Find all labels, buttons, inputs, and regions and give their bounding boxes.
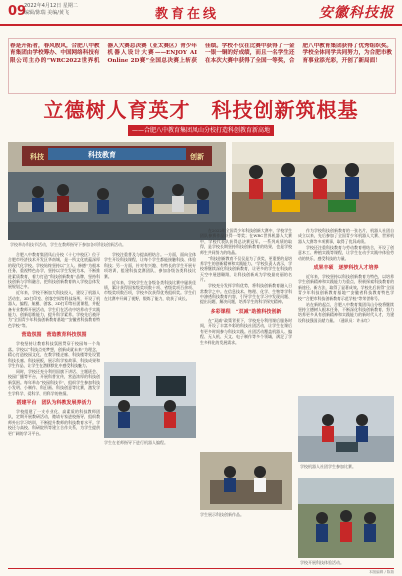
section-title: 教育在线 [155,7,220,22]
paragraph: “科技创新教育不仅仅是为了获奖，更重要的是培养学生的创新精神和实践能力。”学校负责人表示，学校将继续深化科技创新教育，让更多的学生在科技的天空中展翅翱翔，让科技创新成为学校最亮丽的名片。 [200,255,292,283]
photo4-caption: 学生展示科技创新作品。 [200,512,244,517]
photo-robot-competition [298,396,394,462]
paragraph: 在2022年全国青少年科技创新大赛中，学校学生团队参赛作品获得一等奖；在WRC世界机器人大赛中，学校代表队获得总决赛冠军。一系列成绩的取得，是学校长期坚持科技创新教育的结果，也是学校师生共同努力的结晶。 [200,228,292,255]
banner-center-text: 科技教育 [88,151,116,159]
footer-rule [8,568,394,569]
section-heading: 搭建平台 团队为科教发展养活力 [16,399,92,406]
headline: 立德树人育英才 科技创新筑根基 [43,98,359,122]
footer-editor: 本版编辑 / 陈瑞 [368,570,394,574]
section-heading: 营造氛围 营造教育科技氛围 [21,332,87,339]
paragraph: 在“双减”政策背景下，学校充分利用课后服务时间，开设了丰富多彩的科技社团活动，让学生在课后有更多时间参与科技实践。社团活动覆盖机器人、编程、无人机、天文、电子制作等多个领域，满足了学生多样化的发展需求。 [200,317,292,345]
publication-date: 2022年4月12日 星期二 [24,3,78,9]
photo3-caption: 学生在老师指导下进行机器人编程。 [104,440,168,445]
paragraph: 学校还注重科技教育与劳动教育相结合，开设了创意木工、种植实践等课程，让学生在动手实践中体验劳动的快乐，感受科技的力量。 [298,244,394,261]
paragraph: 近年来，学校学生在各级各类科技比赛中屡获佳绩，累计获得国家级奖项数十项、省级奖项百余项、市级奖项数百项，学校多次获得优秀组织奖。学生们在比赛中开阔了视野，锻炼了能力，收获了成长。 [104,279,196,301]
photo-students-computers [104,362,196,438]
intro-text: 春是开拓者，春风殷风，合肥八中教育集团由学校筹办、中国网络科技有限公司主办的“WRC2022世界机器人大赛总决赛（亚太赛区）青少年机器人设计大赛——ENJOY AI Online 2D赛”全国总决赛上斩获佳绩。学校不仅在比赛中获得了一金一银一铜的好成绩，而且一名学生还在本次大赛中获得了全国一等奖，合肥八中教育集团获得了优秀组织奖。学校全体同学共同努力，为合肥市教育事业添光彩，开创了新局面！ [10,43,392,64]
article-column-4 [298,228,394,392]
subheadline: ——合肥八中教育集团凤山分校打造科创教育新高地 [128,125,274,136]
photo5-caption: 学校开展科技体验活动。 [300,560,344,565]
paragraph: 学校组建了一支专业化、高素质的科技教师团队，定期开展教研活动，邀请专家进校指导，组织教师外出学习培训，不断提升教师的科技教育水平。学校还与高校、科研院所等建立合作关系，为学生提供更广阔的学习平台。 [8,408,100,436]
paragraph: 近年来，学校不断加大科技投入，建设了机器人活动室、3D打印室、创客空间等科技场所，开设了机器人、编程、航模、创客、3D打印等社团课程，并配备专业教师开展活动，学生们在活动中培养动手实践能力、创新思维能力，提升科学素养。学校先后被评为“全国青少年科技创新教育基地”“安徽省科技教育特色学校”等。 [8,290,100,328]
students-computers-image [104,362,196,438]
date-line [24,3,78,17]
classroom-image [8,142,226,240]
science-project-image [200,452,292,510]
paragraph: 学校坚持让教育科技氛围贯穿于校园每一个角落。学校以“科技点亮梦想，创新成就未来”为理念，精心打造校园文化，在教学楼走廊、科技楼等处设置科技长廊、科技展板，展示科学家故事、科技成果和学生作品，让学生在潜移默化中感受科技魅力。 [8,341,100,368]
section-heading: 成果丰硕 逐梦科技人才培养 [313,265,379,272]
photo1-caption: 学校举办科技节活动，学生在教师指导下参加各项科技创新活动。 [10,242,126,247]
photo2-caption: 学校机器人社团学生参加比赛。 [300,464,356,469]
masthead [0,0,402,26]
paragraph: 同时，学校还充分利用国旗下讲话、主题班会、校园广播等平台，开展科普宣传，营造浓厚的科技创新氛围。每年举办“校园科技节”，组织学生参加科技小发明、小制作、科幻画、科技创意等比赛，激发学生学科学、爱科学、用科学的热情。 [8,368,100,396]
paragraph: 近年来，学校坚持以科技创新教育为特色，以培养学生创新精神和实践能力为重点，积极探索科技教育的新途径、新方法，取得了显著成效。学校先后获得“全国青少年科技创新教育基地”“安徽省科技教育特色学校”“合肥市科技创新教育示范学校”等荣誉称号。 [298,274,394,301]
banner-right-text: 创新 [190,153,204,161]
section-heading: 多彩课程 “双减”助推科技创新 [210,308,282,315]
paragraph: 学校充分发挥学科优势，将科技创新教育融入日常教学之中。在信息技术、物理、化学、生物等学科中渗透科技教育内容，引导学生在学习中发现问题、提出问题、解决问题，培养学生的科学探究精神。 [200,283,292,305]
photo-science-project [200,452,292,510]
page-number: 09 [8,4,27,19]
paragraph: 站在新的起点，合肥八中教育集团凤山分校将继续坚持立德树人根本任务，不断深化科技创新教育，努力培养更多具有创新精神和实践能力的新时代人才，为建设科技强国贡献力量。（通讯员：许永红） [298,301,394,323]
newspaper-logo: 安徽科技报 [319,5,394,21]
article-column-1 [8,252,100,566]
robot-competition-image [298,396,394,462]
banner-left-text: 科技 [30,153,44,161]
photo-robot-team [232,142,394,222]
paragraph: 作为学校科技创新教育的一张名片，机器人社团自成立以来，先后参加了全国青少年机器人大赛、世界机器人大赛等多项赛事，取得了优异成绩。 [298,228,394,244]
paragraph: 合肥八中教育集团凤山分校（十七中校区）位于合肥市经济技术开发区华南城，是一所文化底蕴深厚的现代化学校。学校始终坚持以“立人、修德”为根本任务，重视特色办学，坚持以学生发展为本，不断推进素质教育，着力打造“科技创新教育”品牌，坚持科技创新与学科融合，把科技创新教育纳入学校总体发展规划之中。 [8,252,100,290]
editor-credit: 编辑/陈瑞 美编/黄飞 [24,10,69,16]
photo-classroom [8,142,226,240]
photo-activity [298,478,394,558]
robot-team-image [232,142,394,222]
activity-image [298,478,394,558]
paragraph: 学校注重普及与提高相结合。一方面，面向全体学生开设科技课程，让每个学生都能接触科技、体验科技；另一方面，针对有兴趣、有特长的学生开展专项培训，组建科技竞赛团队，参加各级各类科技比赛。 [104,252,196,279]
